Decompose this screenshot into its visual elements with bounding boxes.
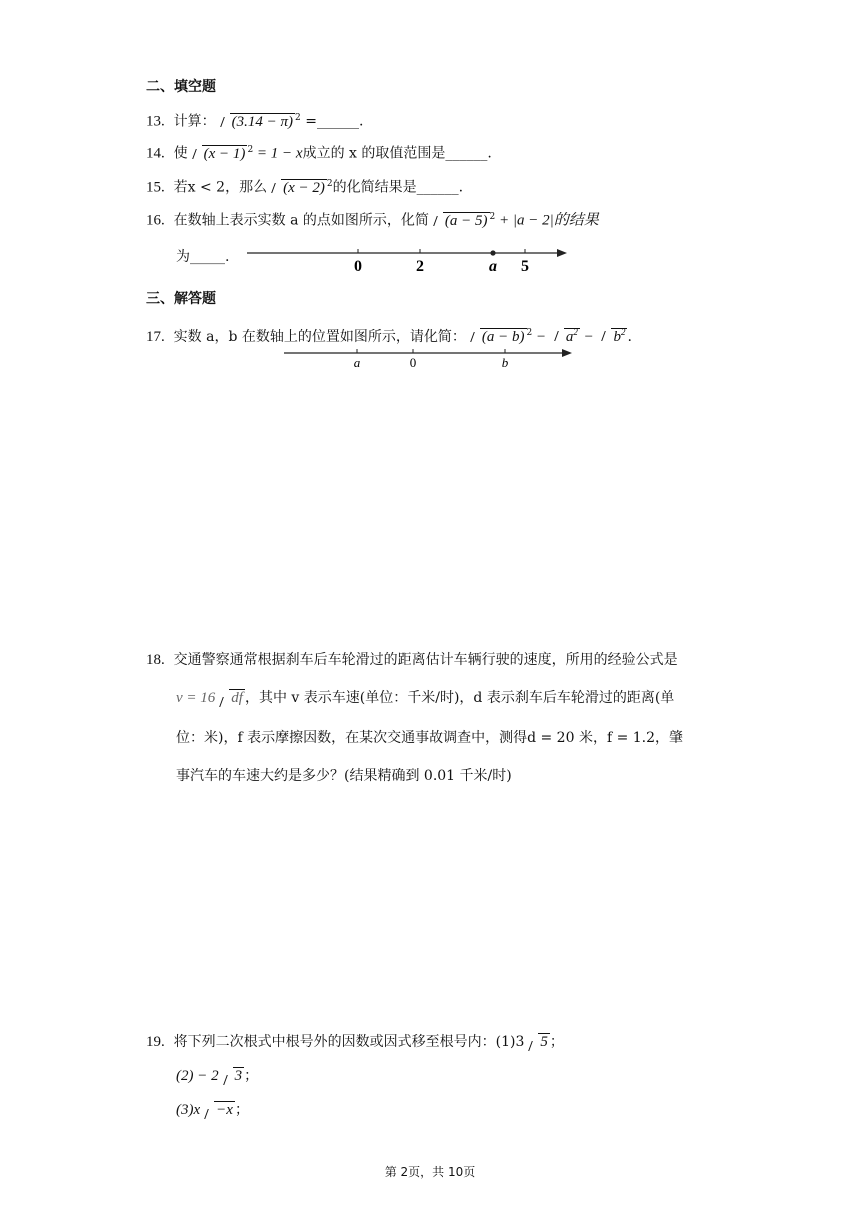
- section-fill-heading: 二、填空题: [146, 79, 216, 95]
- question-18-line1: [146, 650, 678, 670]
- q18-line2-tail: ，其中 v 表示车速(单位：千米/时)，d 表示刹车后车轮滑过的距离(单: [244, 690, 675, 706]
- q19-number: 19.: [146, 1034, 165, 1050]
- q16-line1-tail: + |a − 2|的结果: [495, 212, 599, 229]
- q14-expr: (x − 1): [203, 145, 246, 162]
- q13-radical: [218, 108, 301, 132]
- question-17: 17. 实数 a，b 在数轴上的位置如图所示，请化简： (a − b) $^2 - a^2 - b^2$ .: [146, 322, 632, 347]
- q13-prefix: 计算：: [173, 113, 216, 130]
- q19-radical-1: [526, 1032, 550, 1052]
- question-18-line2: [176, 688, 674, 708]
- q17-minus-2: −: [579, 329, 598, 345]
- q16-label-2: 2: [416, 258, 424, 274]
- q13-number: 13.: [146, 113, 165, 130]
- q19-p3: (3)x: [176, 1102, 201, 1118]
- q19-tail2: ；: [244, 1068, 259, 1084]
- q19-radical-3: [202, 1100, 235, 1120]
- q19-radical-2: [221, 1066, 245, 1086]
- q16-expr: (a − 5): [444, 212, 488, 229]
- q16-axis-arrow: [557, 249, 567, 257]
- q17-exp2: 2: [573, 327, 578, 337]
- q13-expr: (3.14 − π): [231, 113, 294, 130]
- q16-exponent: 2: [489, 212, 496, 222]
- question-15: [146, 174, 463, 198]
- question-13: [146, 108, 363, 132]
- q16-label-0: 0: [354, 258, 362, 274]
- q19-tail3: ；: [234, 1102, 249, 1118]
- q14-exponent: 2: [247, 145, 254, 155]
- q19-tail1: ；: [549, 1034, 564, 1050]
- q13-exponent: 2: [295, 113, 301, 123]
- page-footer: 第 2页，共 10页: [384, 1165, 476, 1179]
- q16-label-5: 5: [521, 258, 529, 274]
- q17-label-b: b: [501, 355, 509, 370]
- q15-number: 15.: [146, 179, 165, 196]
- q18-formula-prefix: v = 16: [176, 690, 216, 706]
- q19-text: 将下列二次根式中根号外的因数或因式移至根号内：(1)3: [173, 1034, 525, 1050]
- q17-rad2: a: [565, 329, 574, 345]
- q14-suffix: 成立的 x 的取值范围是______.: [302, 145, 492, 162]
- q17-exp1: 2: [526, 328, 533, 339]
- section-answer-heading: 三、解答题: [146, 291, 216, 307]
- q18-line1: 交通警察通常根据刹车后车轮滑过的距离估计车辆行驶的速度，所用的经验公式是: [173, 652, 678, 668]
- q17-exp3: 2: [620, 327, 626, 337]
- q16-line1: 在数轴上表示实数 a 的点如图所示，化简: [173, 212, 429, 229]
- question-16: [146, 207, 599, 231]
- q18-line4: 事汽车的车速大约是多少？(结果精确到 0.01 千米/时): [176, 768, 512, 784]
- q18-line3: 位：米)，f 表示摩擦因数，在某次交通事故调查中，测得d = 20 米，f = 1.2，肇: [176, 730, 684, 746]
- q19-rad1: 5: [540, 1034, 548, 1050]
- q17-radical-3: [599, 322, 627, 347]
- q17-number-line: [282, 344, 578, 370]
- q15-expr: (x − 2): [283, 179, 325, 196]
- q17-label-0: 0: [409, 355, 417, 370]
- q19-p2: (2) − 2: [176, 1068, 219, 1084]
- q19-rad3: −x: [216, 1102, 233, 1118]
- q19-part-3: [176, 1100, 249, 1120]
- q16-radical: [431, 207, 495, 231]
- q15-prefix: 若x < 2，那么: [173, 179, 268, 196]
- q15-suffix: 的化简结果是______.: [332, 179, 464, 196]
- q19-part-2: [176, 1066, 258, 1086]
- q17-number: 17.: [146, 329, 165, 345]
- q17-text: 实数 a，b 在数轴上的位置如图所示，请化简：: [173, 329, 466, 345]
- q14-prefix: 使: [173, 145, 188, 162]
- q17-expr1: (a − b): [481, 329, 525, 345]
- q13-suffix: =______.: [300, 113, 364, 130]
- q16-label-a: a: [489, 258, 497, 274]
- q18-formula-radical: [217, 688, 245, 708]
- q16-number: 16.: [146, 212, 165, 229]
- q14-mid: = 1 − x: [253, 145, 303, 162]
- q15-radical: [269, 174, 333, 198]
- q16-line2: 为_____.: [176, 249, 230, 265]
- q14-radical: [190, 140, 254, 164]
- q19-rad2: 3: [234, 1068, 243, 1084]
- q16-point-a: [490, 250, 495, 255]
- q18-number: 18.: [146, 652, 165, 668]
- q17-axis-arrow: [562, 349, 572, 357]
- question-19: [146, 1032, 564, 1052]
- q17-label-a: a: [353, 355, 361, 370]
- q18-formula-rad: df: [231, 690, 243, 706]
- q17-minus-1: −: [532, 329, 550, 345]
- q15-exponent: 2: [326, 179, 333, 189]
- q14-number: 14.: [146, 145, 165, 162]
- q16-number-line: [245, 242, 575, 274]
- question-14: [146, 140, 492, 164]
- q17-rad3: b: [613, 329, 621, 345]
